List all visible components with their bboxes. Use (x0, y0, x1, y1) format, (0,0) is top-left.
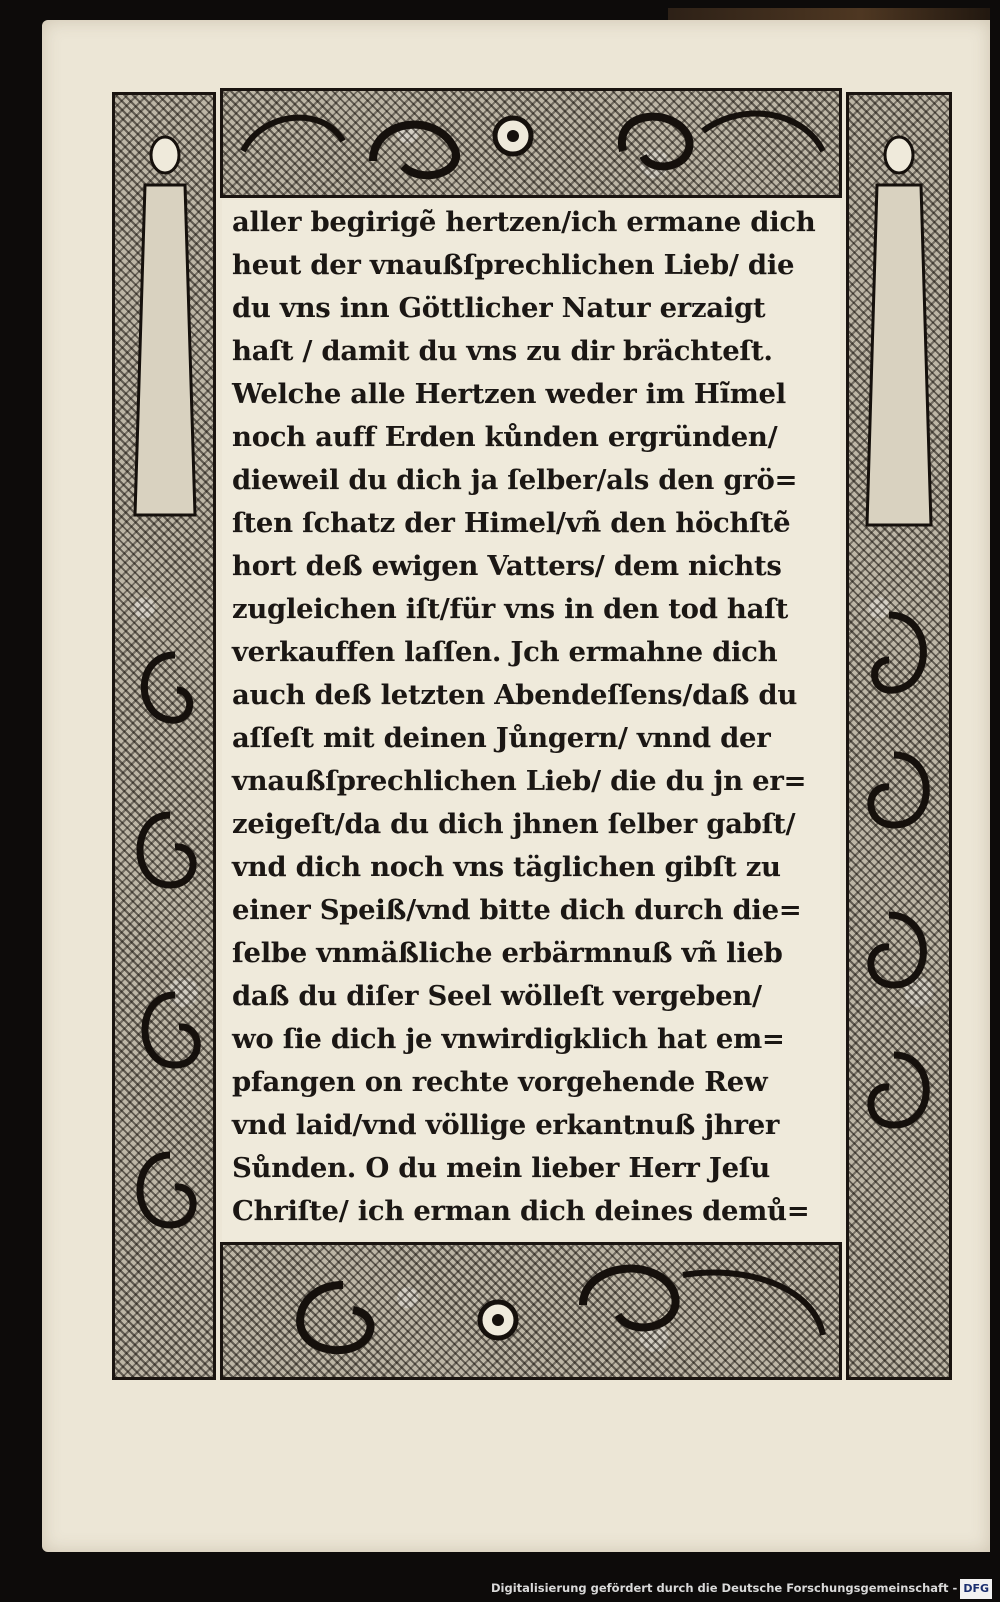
text-line: vnaußſprechlichen Lieb/ die du jn er= (232, 765, 807, 797)
text-line: aſſeſt mit deinen Jůngern/ vnnd der (232, 722, 771, 754)
text-line: vnd dich noch vns täglichen gibſt zu (232, 851, 781, 883)
text-line: einer Speiß/vnd bitte dich durch die= (232, 894, 802, 926)
figure-ornament-icon (849, 95, 949, 1377)
credit-text: Digitalisierung gefördert durch die Deutsche Forschungsgemeinschaft - (490, 1581, 958, 1595)
text-line: aller begirigẽ hertzen/ich ermane dich (232, 206, 816, 238)
ornament-border-top (220, 88, 842, 198)
text-line: heut der vnaußſprechlichen Lieb/ die (232, 249, 795, 281)
digitization-credit (491, 1578, 992, 1598)
scroll-ornament-icon (223, 91, 839, 195)
text-line: noch auff Erden kůnden ergründen/ (232, 421, 778, 453)
ornament-border-right (846, 92, 952, 1380)
text-line: zugleichen iſt/für vns in den tod haſt (232, 593, 789, 625)
text-line: dieweil du dich ja ſelber/als den grö= (232, 464, 798, 496)
text-block (222, 200, 840, 1240)
text-line: zeigeſt/da du dich jhnen ſelber gabſt/ (232, 808, 796, 840)
text-line: vnd laid/vnd völlige erkantnuß jhrer (232, 1109, 780, 1141)
ornament-border-bottom (220, 1242, 842, 1380)
text-line: haſt / damit du vns zu dir brächteſt. (232, 335, 773, 367)
text-line: du vns inn Göttlicher Natur erzaigt (232, 292, 766, 324)
text-line: auch deß letzten Abendeſſens/daß du (232, 679, 798, 711)
text-line: Welche alle Hertzen weder im Hĩmel (232, 378, 786, 410)
text-line: verkauffen laſſen. Jch ermahne dich (232, 636, 778, 668)
figure-ornament-icon (115, 95, 213, 1377)
text-line: daß du diſer Seel wölleſt vergeben/ (232, 980, 762, 1012)
text-line: ſelbe vnmäßliche erbärmnuß vñ lieb (232, 937, 783, 969)
text-line: Sůnden. O du mein lieber Herr Jeſu (232, 1152, 770, 1184)
scroll-ornament-icon (223, 1245, 839, 1377)
dfg-logo: DFG (960, 1579, 992, 1599)
text-line: hort deß ewigen Vatters/ dem nichts (232, 550, 782, 582)
text-line: ſten ſchatz der Himel/vñ den höchſtẽ (232, 507, 791, 539)
text-line: pfangen on rechte vorgehende Rew (232, 1066, 768, 1098)
text-line: wo ſie dich je vnwirdigklich hat em= (232, 1023, 785, 1055)
ornament-border-left (112, 92, 216, 1380)
text-line: Chriſte/ ich erman dich deines demů= (232, 1195, 810, 1227)
